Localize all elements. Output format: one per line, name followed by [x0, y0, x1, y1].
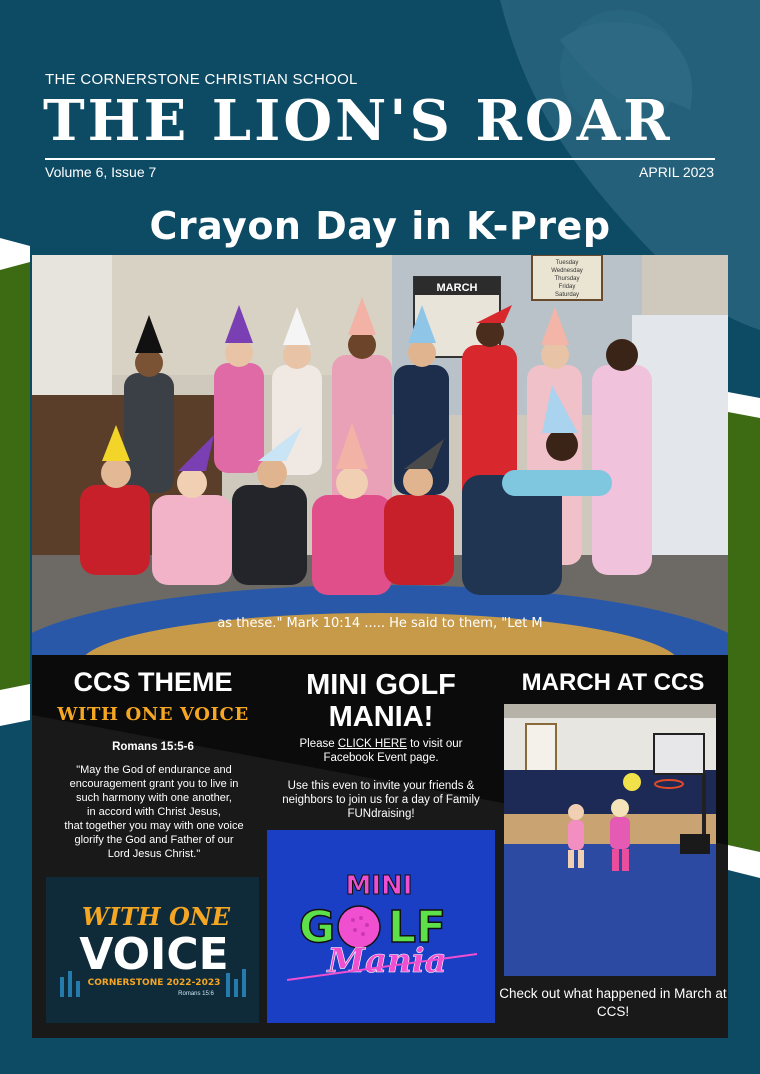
mini-golf-mania-logo [267, 830, 495, 1023]
crayon-day-photo [32, 255, 728, 655]
verse-line: encouragement grant you to live in [69, 778, 239, 790]
days-chart-day-1: Tuesday [555, 260, 579, 266]
with-one-voice-logo [46, 877, 259, 1023]
golf-logo-g: G [298, 902, 336, 953]
verse-text [54, 763, 254, 861]
verse-line: in accord with Christ Jesus, [87, 806, 221, 818]
right-green-stripe [728, 412, 760, 852]
masthead-title: THE LION'S ROAR [43, 88, 673, 154]
gym-photo [504, 704, 716, 976]
calendar-month-label: MARCH [436, 282, 478, 294]
logo-voice: VOICE [79, 929, 229, 980]
logo-romans-ref: Romans 15:6 [178, 991, 214, 997]
golf-logo-mini: MINI [345, 871, 413, 901]
days-chart-day-3: Thursday [554, 276, 580, 282]
school-name: THE CORNERSTONE CHRISTIAN SCHOOL [45, 71, 358, 88]
golf-text-before: Please [299, 738, 338, 750]
logo-with-one: WITH ONE [81, 902, 231, 931]
verse-line: that together you may with one voice [64, 820, 244, 832]
issue-date: APRIL 2023 [639, 164, 714, 180]
golf-invite-text: Use this even to invite your friends & neighbors to join us for a day of Family FUNdraising! [282, 780, 480, 820]
golf-logo-mania: Mania [327, 941, 447, 981]
left-green-stripe [0, 242, 30, 700]
volume-issue: Volume 6, Issue 7 [45, 164, 157, 180]
theme-subtitle: WITH ONE VOICE [57, 704, 249, 725]
basketball-icon [623, 773, 641, 791]
march-caption: Check out what happened in March at CCS! [499, 986, 727, 1019]
golf-event-text [285, 737, 477, 765]
click-here-link[interactable]: CLICK HERE [337, 738, 407, 750]
verse-line: glorify the God and Father of our [74, 834, 234, 846]
bottom-panel [32, 655, 728, 1038]
days-chart-day-5: Saturday [554, 292, 580, 298]
days-chart-day-2: Wednesday [551, 268, 583, 274]
verse-line: such harmony with one another, [76, 792, 232, 804]
theme-title: CCS THEME [73, 667, 233, 697]
days-chart-day-4: Friday [558, 284, 576, 290]
rug-text: as these." Mark 10:14 ..... He said to them, "Let M [217, 616, 543, 631]
masthead-divider [45, 158, 715, 160]
golf-title: MINI GOLF MANIA! [306, 669, 456, 733]
verse-reference: Romans 15:5-6 [112, 741, 194, 753]
golf-text-after: to visit our Facebook Event page. [323, 738, 463, 764]
left-lower-white [0, 684, 30, 726]
march-title: MARCH AT CCS [521, 669, 705, 696]
headline: Crayon Day in K-Prep [149, 204, 611, 248]
golf-logo-lf: LF [387, 902, 447, 953]
logo-cornerstone-year: CORNERSTONE 2022-2023 [87, 978, 221, 988]
verse-line: "May the God of endurance and [76, 764, 232, 776]
verse-line: Lord Jesus Christ." [107, 848, 201, 860]
